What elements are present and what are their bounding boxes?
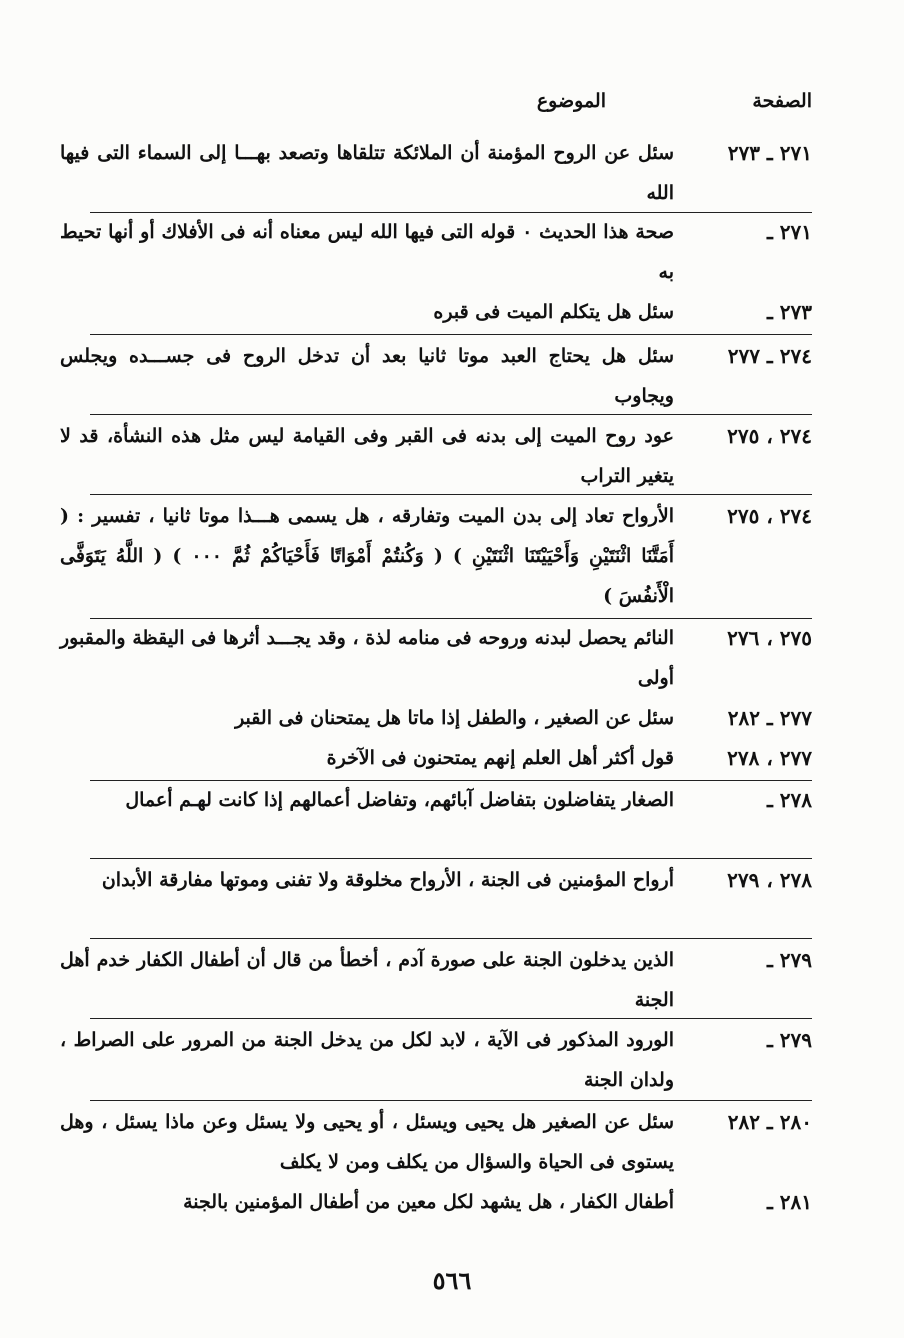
entry-text: الأرواح تعاد إلى بدن الميت وتفارقه ، هل يسمى هـــذا موتا ثانيا ، تفسير : ( أَمَتَّنَا اثْنَتَيْنِ وَأَحْيَيْتَنَا اثْنَتَيْنِ ) ( وَكُنتُمْ أَمْوَاتًا فَأَحْيَاكُمْ ثُمَّ ٠٠٠ ) ( اللَّهُ يَتَوَفَّى الْأَنفُسَ ) — [60, 505, 674, 607]
entry-pages: ٢٧٤ ، ٢٧٥ — [727, 504, 812, 528]
entry-text: سئل عن الصغير ، والطفل إذا ماتا هل يمتحنان فى القبر — [235, 707, 674, 729]
entry-text: سئل هل يحتاج العبد موتا ثانيا بعد أن تدخل الروح فى جســـده ويجلس ويجاوب — [60, 345, 674, 407]
entry-pages: ٢٧٤ ، ٢٧٥ — [727, 424, 812, 448]
entry-divider — [90, 938, 812, 939]
entry-pages: ٢٧٧ ـ ٢٨٢ — [727, 706, 812, 730]
entry-text: صحة هذا الحديث ٠ قوله التى فيها الله ليس معناه أنه فى الأفلاك أو أنها تحيط به — [60, 221, 675, 283]
entry-text: الذين يدخلون الجنة على صورة آدم ، أخطأ من قال أن أطفال الكفار خدم أهل الجنة — [60, 949, 674, 1011]
entry-pages: ٢٧٩ ـ — [766, 948, 812, 972]
index-entry — [60, 1102, 812, 1182]
entry-text: الصغار يتفاضلون بتفاضل آبائهم، وتفاضل أعمالهم إذا كانت لهـم أعمال — [125, 789, 674, 811]
index-entry — [60, 738, 812, 778]
index-entry — [60, 212, 812, 292]
index-entry — [60, 1020, 812, 1100]
entry-text: سئل عن الصغير هل يحيى ويسئل ، أو يحيى ولا يسئل وعن ماذا يسئل ، وهل يستوى فى الحياة والسؤال من يكلف ومن لا يكلف — [60, 1111, 674, 1173]
entry-pages: ٢٧٧ ، ٢٧٨ — [727, 746, 812, 770]
topic-column-header: الموضوع — [536, 90, 606, 112]
index-entry — [60, 940, 812, 1020]
index-entry — [60, 133, 812, 213]
index-entry — [60, 618, 812, 698]
entry-pages: ٢٨١ ـ — [766, 1190, 812, 1214]
entry-pages: ٢٧١ ـ ٢٧٣ — [727, 141, 812, 165]
entry-text: أرواح المؤمنين فى الجنة ، الأرواح مخلوقة ولا تفنى وموتها مفارقة الأبدان — [101, 869, 674, 891]
page-number: ٥٦٦ — [432, 1266, 472, 1295]
entry-text: سئل هل يتكلم الميت فى قبره — [433, 301, 674, 323]
entry-pages: ٢٧٨ ، ٢٧٩ — [727, 868, 812, 892]
entry-divider — [90, 1018, 812, 1019]
index-entry — [60, 416, 812, 496]
entry-divider — [90, 334, 812, 335]
entry-pages: ٢٧٨ ـ — [766, 788, 812, 812]
entry-pages: ٢٧٣ ـ — [766, 300, 812, 324]
entry-text: الورود المذكور فى الآية ، لابد لكل من يدخل الجنة من المرور على الصراط ، ولدان الجنة — [60, 1029, 674, 1091]
index-entry — [60, 292, 812, 332]
entry-pages: ٢٨٠ ـ ٢٨٢ — [727, 1110, 812, 1134]
entry-pages: ٢٧٥ ، ٢٧٦ — [727, 626, 812, 650]
entry-pages: ٢٧١ ـ — [766, 220, 812, 244]
entry-text: النائم يحصل لبدنه وروحه فى منامه لذة ، وقد يجـــد أثرها فى اليقظة والمقبور أولى — [60, 627, 674, 689]
index-entry — [60, 336, 812, 416]
entry-pages: ٢٧٩ ـ — [766, 1028, 812, 1052]
index-entry — [60, 496, 812, 620]
entry-text: عود روح الميت إلى بدنه فى القبر وفى القيامة ليس مثل هذه النشأة، قد لا يتغير التراب — [60, 425, 674, 487]
index-entry — [60, 1182, 812, 1222]
entry-text: قول أكثر أهل العلم إنهم يمتحنون فى الآخرة — [326, 747, 674, 769]
index-entry — [60, 780, 812, 860]
entry-text: أطفال الكفار ، هل يشهد لكل معين من أطفال المؤمنين بالجنة — [183, 1191, 674, 1213]
entry-pages: ٢٧٤ ـ ٢٧٧ — [727, 344, 812, 368]
entry-divider — [90, 494, 812, 495]
index-entry — [60, 698, 812, 738]
entry-divider — [90, 1100, 812, 1101]
entry-divider — [90, 858, 812, 859]
entry-text: سئل عن الروح المؤمنة أن الملائكة تتلقاها وتصعد بهـــا إلى السماء التى فيها الله — [60, 142, 674, 204]
entry-divider — [90, 414, 812, 415]
index-entry — [60, 860, 812, 940]
page-column-header: الصفحة — [752, 90, 812, 112]
